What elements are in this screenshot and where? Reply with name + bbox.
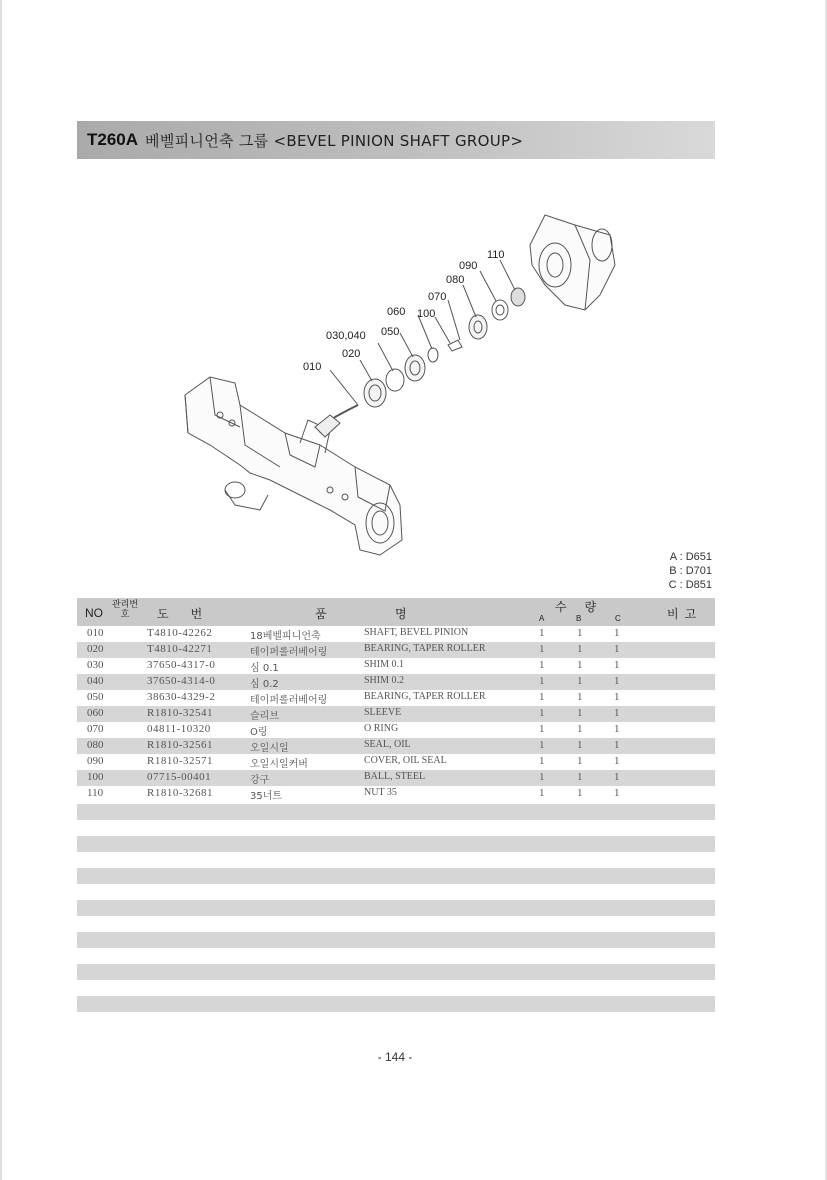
row-qty-b: 1: [577, 723, 583, 735]
model-c: C : D851: [668, 579, 712, 591]
row-qty-a: 1: [539, 723, 545, 735]
blank-row: [77, 900, 715, 916]
blank-row: [77, 836, 715, 852]
row-no: 070: [87, 723, 104, 735]
table-row: [77, 658, 715, 674]
callout-050: 050: [381, 326, 400, 338]
table-row: [77, 786, 715, 802]
callout-030-040: 030,040: [326, 330, 366, 342]
row-no: 110: [87, 787, 104, 799]
row-name-kr: 테이퍼롤러베어링: [250, 695, 328, 706]
row-name-en: BALL, STEEL: [364, 771, 426, 782]
row-no: 040: [87, 675, 104, 687]
blank-row: [77, 820, 715, 836]
header-col-b: B: [576, 614, 582, 623]
row-qty-a: 1: [539, 659, 545, 671]
blank-row: [77, 980, 715, 996]
blank-row: [77, 884, 715, 900]
model-legend: [640, 550, 712, 592]
callout-070: 070: [428, 291, 447, 303]
row-part-number: 38630-4329-2: [147, 691, 216, 703]
row-part-number: R1810-32571: [147, 755, 213, 767]
row-name-kr: 테이퍼롤러베어링: [250, 647, 328, 658]
header-col-a: A: [539, 614, 545, 623]
callout-060: 060: [387, 306, 406, 318]
row-part-number: R1810-32681: [147, 787, 213, 799]
section-title-bar: [77, 121, 715, 159]
table-row: [77, 626, 715, 642]
row-qty-c: 1: [614, 723, 620, 735]
callout-090: 090: [459, 260, 478, 272]
row-qty-a: 1: [539, 627, 545, 639]
row-part-number: R1810-32541: [147, 707, 213, 719]
table-row: [77, 722, 715, 738]
row-name-kr: 오일시일: [250, 743, 289, 754]
row-part-number: T4810-42271: [147, 643, 213, 655]
row-qty-b: 1: [577, 707, 583, 719]
header-remarks: 비고: [667, 607, 703, 621]
row-qty-b: 1: [577, 787, 583, 799]
blank-row: [77, 916, 715, 932]
model-a: A : D651: [669, 551, 712, 563]
row-name-kr: O링: [250, 727, 268, 738]
row-qty-b: 1: [577, 755, 583, 767]
row-qty-c: 1: [614, 755, 620, 767]
row-qty-c: 1: [614, 707, 620, 719]
row-name-kr: 슬리브: [250, 711, 279, 722]
row-name-en: SLEEVE: [364, 707, 402, 718]
row-part-number: T4810-42262: [147, 627, 213, 639]
row-no: 060: [87, 707, 104, 719]
row-qty-c: 1: [614, 739, 620, 751]
row-name-en: COVER, OIL SEAL: [364, 755, 447, 766]
blank-row: [77, 852, 715, 868]
row-qty-a: 1: [539, 739, 545, 751]
row-qty-b: 1: [577, 771, 583, 783]
header-no: NO: [85, 606, 103, 620]
blank-row: [77, 804, 715, 820]
row-qty-a: 1: [539, 771, 545, 783]
row-no: 050: [87, 691, 104, 703]
row-name-en: O RING: [364, 723, 399, 734]
table-row: [77, 770, 715, 786]
row-qty-b: 1: [577, 627, 583, 639]
row-qty-a: 1: [539, 675, 545, 687]
row-name-en: SEAL, OIL: [364, 739, 411, 750]
table-row: [77, 738, 715, 754]
row-name-en: BEARING, TAPER ROLLER: [364, 643, 486, 654]
row-name-kr: 35너트: [250, 791, 283, 802]
row-name-kr: 심 0.1: [250, 663, 279, 674]
header-col-c: C: [615, 614, 621, 623]
row-qty-a: 1: [539, 691, 545, 703]
exploded-parts-diagram: [180, 205, 620, 560]
row-part-number: 37650-4314-0: [147, 675, 216, 687]
row-qty-c: 1: [614, 627, 620, 639]
blank-row: [77, 868, 715, 884]
row-name-kr: 심 0.2: [250, 679, 279, 690]
row-name-en: SHIM 0.1: [364, 659, 405, 670]
blank-row: [77, 948, 715, 964]
table-row: [77, 674, 715, 690]
blank-row: [77, 932, 715, 948]
row-no: 090: [87, 755, 104, 767]
table-row: [77, 690, 715, 706]
callout-020: 020: [342, 348, 361, 360]
group-code: T260A: [87, 130, 139, 149]
row-qty-a: 1: [539, 755, 545, 767]
callout-080: 080: [446, 274, 465, 286]
row-qty-b: 1: [577, 691, 583, 703]
row-no: 010: [87, 627, 104, 639]
header-mgmt-number: 관리번호: [111, 600, 139, 620]
row-no: 030: [87, 659, 104, 671]
row-name-kr: 오일시일커버: [250, 759, 308, 770]
row-qty-c: 1: [614, 675, 620, 687]
row-name-en: SHIM 0.2: [364, 675, 405, 686]
row-qty-c: 1: [614, 691, 620, 703]
row-name-en: SHAFT, BEVEL PINION: [364, 627, 469, 638]
table-row: [77, 754, 715, 770]
header-quantity: 수량: [555, 600, 615, 614]
blank-row: [77, 964, 715, 980]
table-header: [77, 598, 715, 626]
header-name-b: 명: [395, 607, 407, 621]
header-name-a: 품: [315, 607, 327, 621]
row-qty-a: 1: [539, 643, 545, 655]
row-qty-c: 1: [614, 659, 620, 671]
callout-010: 010: [303, 361, 322, 373]
row-qty-b: 1: [577, 739, 583, 751]
row-qty-a: 1: [539, 707, 545, 719]
callout-100: 100: [417, 308, 436, 320]
row-no: 080: [87, 739, 104, 751]
row-part-number: 07715-00401: [147, 771, 212, 783]
blank-row: [77, 996, 715, 1012]
row-part-number: R1810-32561: [147, 739, 213, 751]
row-part-number: 04811-10320: [147, 723, 211, 735]
model-b: B : D701: [669, 565, 712, 577]
group-title: 베벨피니언축 그룹 <BEVEL PINION SHAFT GROUP>: [145, 131, 524, 150]
row-qty-b: 1: [577, 675, 583, 687]
blank-table-rows: [77, 804, 715, 1012]
row-qty-c: 1: [614, 771, 620, 783]
row-name-en: NUT 35: [364, 787, 397, 798]
table-row: [77, 706, 715, 722]
row-qty-c: 1: [614, 643, 620, 655]
parts-table: [77, 598, 715, 802]
row-part-number: 37650-4317-0: [147, 659, 216, 671]
row-qty-c: 1: [614, 787, 620, 799]
row-qty-a: 1: [539, 787, 545, 799]
page-number: - 144 -: [377, 1050, 413, 1064]
row-name-kr: 강구: [250, 775, 270, 786]
row-name-en: BEARING, TAPER ROLLER: [364, 691, 486, 702]
table-row: [77, 642, 715, 658]
row-no: 100: [87, 771, 104, 783]
callout-110: 110: [487, 249, 505, 261]
row-qty-b: 1: [577, 643, 583, 655]
header-drawing-number: 도번: [157, 607, 225, 621]
row-no: 020: [87, 643, 104, 655]
row-qty-b: 1: [577, 659, 583, 671]
row-name-kr: 18베벨피니언축: [250, 631, 321, 642]
diagram-svg: [180, 205, 620, 560]
